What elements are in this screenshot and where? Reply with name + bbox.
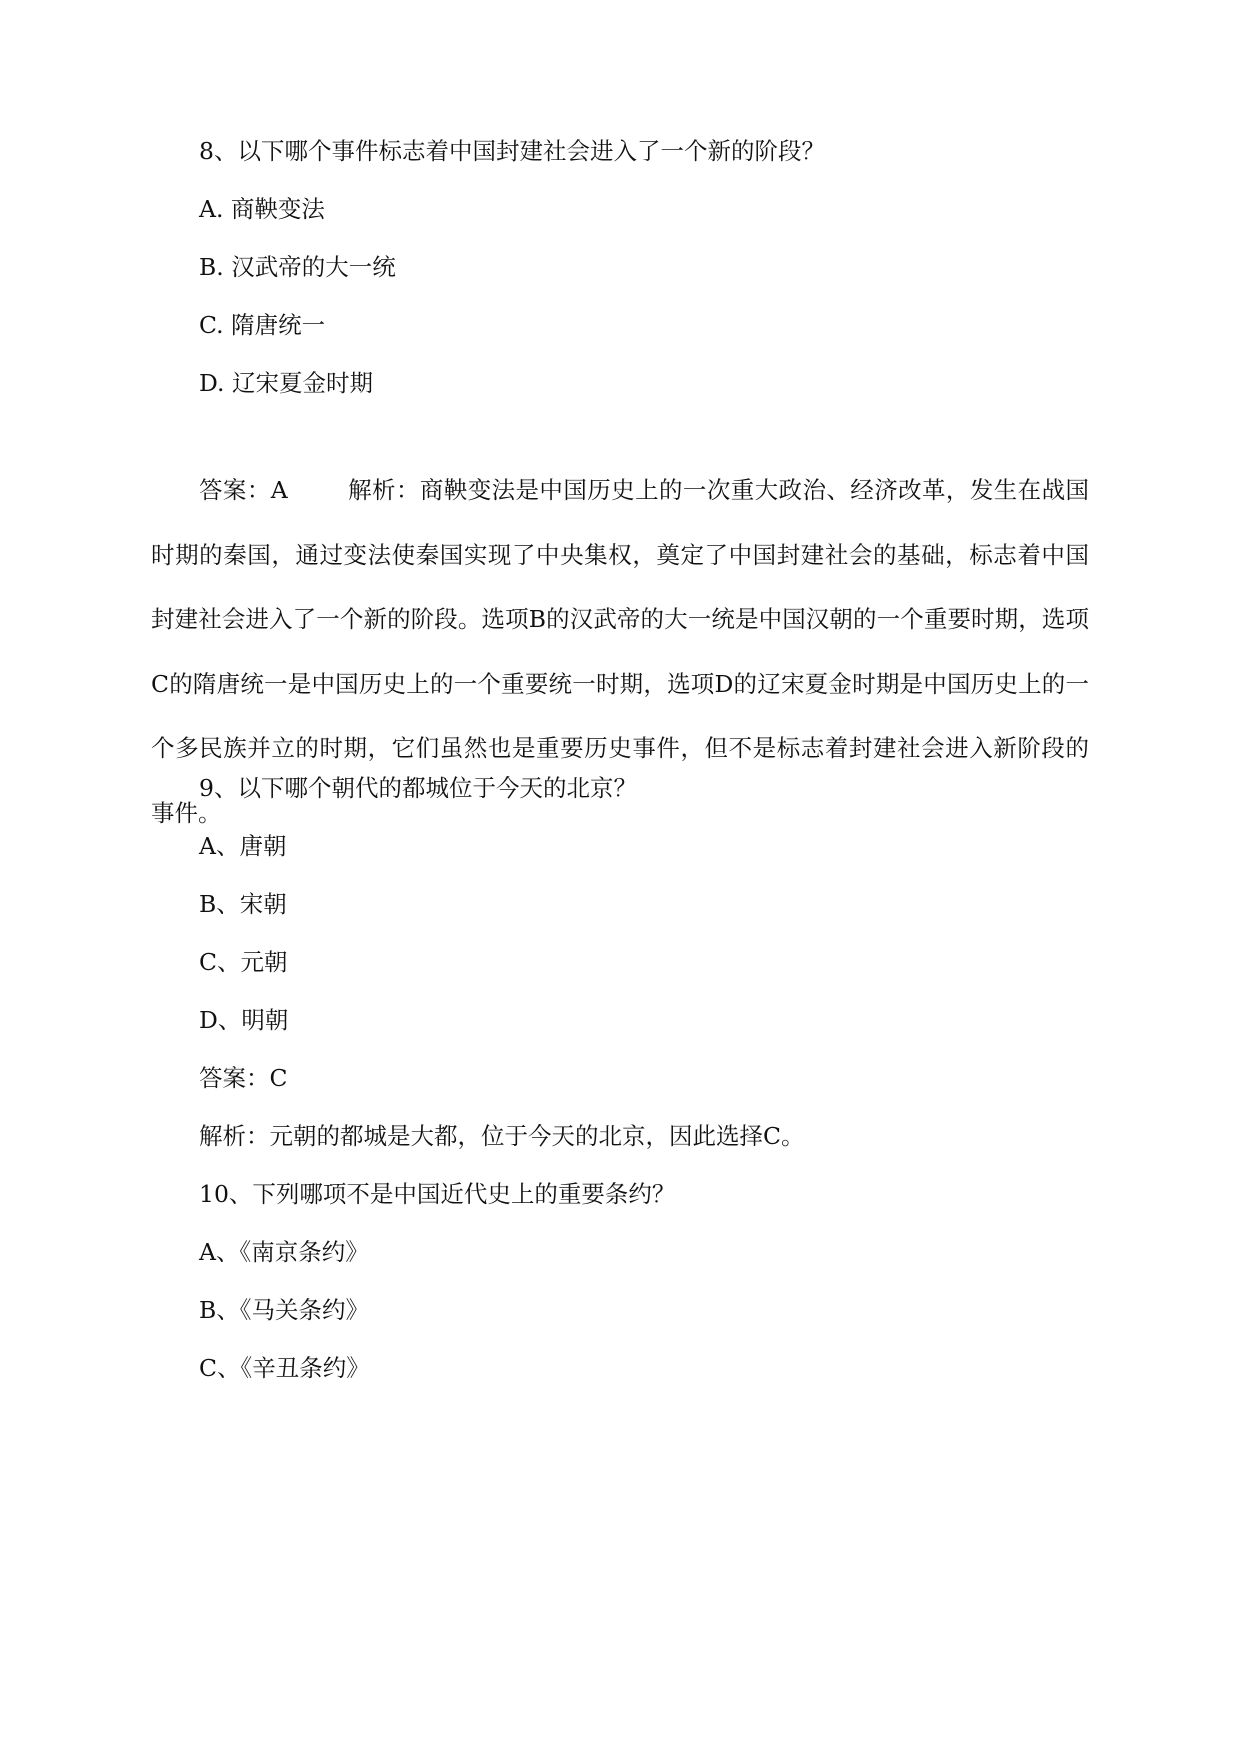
question-8-option-d: D. 辽宋夏金时期 [199, 369, 373, 397]
question-9-explanation: 解析：元朝的都城是大都，位于今天的北京，因此选择C。 [199, 1122, 805, 1150]
question-8-option-a: A. 商鞅变法 [199, 195, 325, 223]
question-10-text: 10、下列哪项不是中国近代史上的重要条约？ [199, 1180, 676, 1208]
question-10-option-c: C、《辛丑条约》 [199, 1354, 370, 1382]
question-9-text: 9、以下哪个朝代的都城位于今天的北京？ [199, 774, 637, 802]
question-8-answer: 答案：A [199, 476, 288, 504]
question-8-option-c: C. 隋唐统一 [199, 311, 326, 339]
question-9-option-a: A、唐朝 [199, 832, 287, 860]
question-10-option-b: B、《马关条约》 [199, 1296, 370, 1324]
question-10-option-a: A、《南京条约》 [199, 1238, 369, 1266]
question-9-answer: 答案：C [199, 1064, 288, 1092]
question-8-explanation: 解析：商鞅变法是中国历史上的一次重大政治、经济改革，发生在战国时期的秦国，通过变法使秦国实现了中央集权，奠定了中国封建社会的基础，标志着中国封建社会进入了一个新的阶段。选项B的汉武帝的大一统是中国汉朝的一个重要时期，选项C的隋唐统一是中国历史上的一个重要统一时期，选项D的辽宋夏金时期是中国历史上的一个多民族并立的时期，它们虽然也是重要历史事件，但不是标志着封建社会进入新阶段的事件。 [151, 476, 1089, 827]
question-9-option-d: D、明朝 [199, 1006, 289, 1034]
question-8-option-b: B. 汉武帝的大一统 [199, 253, 396, 281]
question-9-option-c: C、元朝 [199, 948, 288, 976]
question-9-option-b: B、宋朝 [199, 890, 287, 918]
question-8-text: 8、以下哪个事件标志着中国封建社会进入了一个新的阶段？ [199, 137, 825, 165]
